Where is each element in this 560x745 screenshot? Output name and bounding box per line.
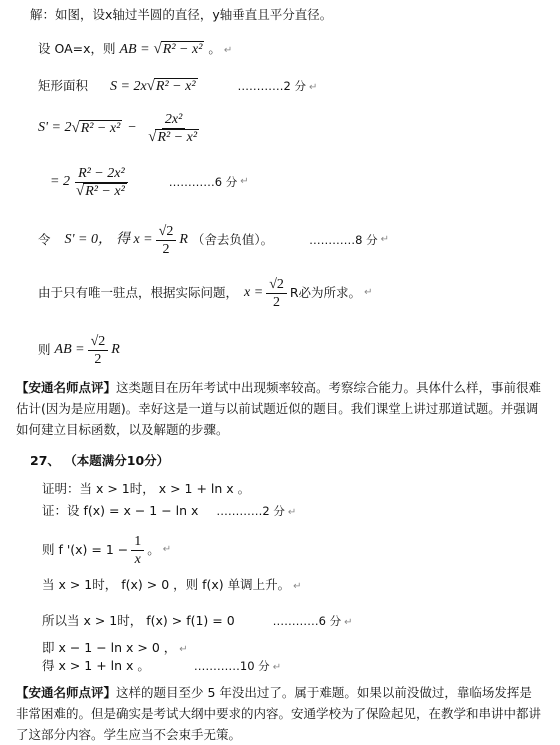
deriv-text: 则 f '(x) = 1 − (42, 542, 129, 557)
one: 1 (131, 533, 144, 551)
return-mark: ↵ (380, 234, 390, 245)
deriv-line (42, 530, 171, 570)
fraction-1x (131, 533, 144, 568)
return-mark: ↵ (162, 544, 172, 555)
area-label: 矩形面积 (38, 78, 89, 93)
ab-label: AB = (54, 342, 85, 357)
sqrt2: √2 (156, 223, 177, 241)
score-6: …………6 分 (168, 175, 238, 189)
score-6: …………6 分 (272, 614, 342, 628)
set-oa-line: 设 OA=x，则 AB = √R² − x² 。 ↵ (38, 41, 233, 57)
sqrt2: √2 (88, 333, 109, 351)
return-mark: ↵ (293, 581, 302, 592)
period: 。 (147, 542, 160, 557)
score-2: …………2 分 (237, 79, 306, 93)
return-mark: ↵ (240, 176, 249, 187)
sqrt-icon: √ (75, 182, 85, 199)
return-mark: ↵ (179, 644, 188, 655)
zheng-text: 证：设 f(x) = x − 1 − ln x (42, 503, 199, 518)
sqrt-icon: √ (71, 119, 80, 136)
prove-line (42, 480, 250, 498)
sqrt-icon: √ (148, 128, 157, 145)
two: 2 (162, 241, 170, 257)
de-text: 得 x > 1 + ln x 。 (42, 658, 150, 673)
intro-line (30, 6, 332, 24)
when-text: 当 x > 1时， f(x) > 0 ，则 f(x) 单调上升。 (42, 577, 291, 592)
eq2-line (50, 162, 249, 202)
x-equals: x = (244, 285, 264, 300)
ling-line (38, 220, 389, 260)
comment-label: 【安通名师点评】 (16, 685, 117, 700)
radicand: R² − x² (155, 79, 196, 94)
when-line (42, 576, 302, 596)
fraction-2x2 (145, 111, 202, 146)
return-mark: ↵ (344, 617, 353, 628)
area-line (38, 77, 317, 97)
comment-26 (16, 377, 544, 440)
de-line (42, 657, 281, 677)
radicand: R² − x² (85, 183, 125, 199)
unique-prefix: 由于只有唯一驻点，根据实际问题， (38, 285, 239, 300)
sqrt2: √2 (266, 276, 287, 294)
fraction-sqrt2 (88, 333, 109, 368)
fraction-r2 (73, 165, 130, 200)
sprime-line (38, 108, 205, 148)
ling-text: 令 (38, 232, 51, 247)
x-equals: 得 x = (115, 232, 153, 247)
sqrt-icon: √ (153, 41, 162, 57)
return-mark: ↵ (272, 662, 282, 673)
return-mark: ↵ (287, 507, 297, 518)
so-line (42, 612, 353, 632)
return-mark: ↵ (223, 45, 233, 56)
return-mark: ↵ (364, 287, 373, 298)
ji-text: 即 x − 1 − ln x > 0 ， (42, 640, 177, 655)
score-8: …………8 分 (309, 233, 378, 247)
sprime-label: S' = 2 (38, 120, 72, 135)
score-2: …………2 分 (216, 504, 285, 518)
score-10: …………10 分 (193, 659, 270, 673)
comment-27 (16, 682, 544, 745)
r-symbol: R (111, 342, 120, 357)
sqrt-icon: √ (146, 78, 155, 94)
comment-label: 【安通名师点评】 (16, 380, 117, 395)
sprime-zero: S' = 0， (64, 232, 112, 247)
unique-suffix: R必为所求。 (289, 285, 362, 300)
two: 2 (273, 294, 281, 310)
comment-text: 这样的题目至少 5 年没出过了。属于难题。如果以前没做过，靠临场发挥是非常困难的。但是确实是考试大纲中要求的内容。安通学校为了保险起见，在教学和串讲中都讲了这部分内容。学生应当不会束手无策。 (16, 685, 542, 742)
intro-text: 解：如图，设x轴过半圆的直径，y轴垂直且平分直径。 (30, 7, 333, 22)
radicand: R² − x² (162, 42, 203, 57)
r-symbol: R (179, 232, 188, 247)
comment-text: 这类题目在历年考试中出现频率较高。考察综合能力。具体什么样，事前很难估计(因为是应用题)。幸好这是一道与以前试题近似的题目。我们课堂上讲过那道试题。并强调如何建立目标函数，以及解题的步骤。 (16, 380, 542, 437)
sheqv-text: （舍去负值）。 (191, 232, 274, 247)
minus-sign: − (128, 120, 137, 135)
ji-line (42, 639, 188, 659)
fraction-sqrt2 (156, 223, 177, 258)
eq2-label: = 2 (50, 174, 70, 189)
q27-heading-text: 27、 （本题满分10分） (30, 453, 170, 468)
prove-text: 证明：当 x > 1时， x > 1 + ln x 。 (42, 481, 251, 496)
frac-numerator: 2x² (162, 111, 185, 129)
ab-label: AB = (119, 42, 150, 57)
fraction-sqrt2 (266, 276, 287, 311)
q27-heading (30, 452, 169, 470)
return-mark: ↵ (308, 82, 318, 93)
frac-numerator: R² − 2x² (75, 165, 128, 183)
so-text: 所以当 x > 1时， f(x) > f(1) = 0 (42, 613, 235, 628)
radicand: R² − x² (80, 120, 121, 136)
unique-line (38, 273, 372, 313)
two: 2 (94, 351, 102, 367)
x-var: x (134, 551, 141, 567)
s-formula: S = 2x (110, 79, 147, 94)
zheng-line (42, 502, 296, 522)
ze-line (38, 330, 120, 370)
radicand: R² − x² (157, 129, 198, 145)
set-oa-text: 设 OA=x，则 (38, 41, 116, 56)
ze-text: 则 (38, 342, 51, 357)
